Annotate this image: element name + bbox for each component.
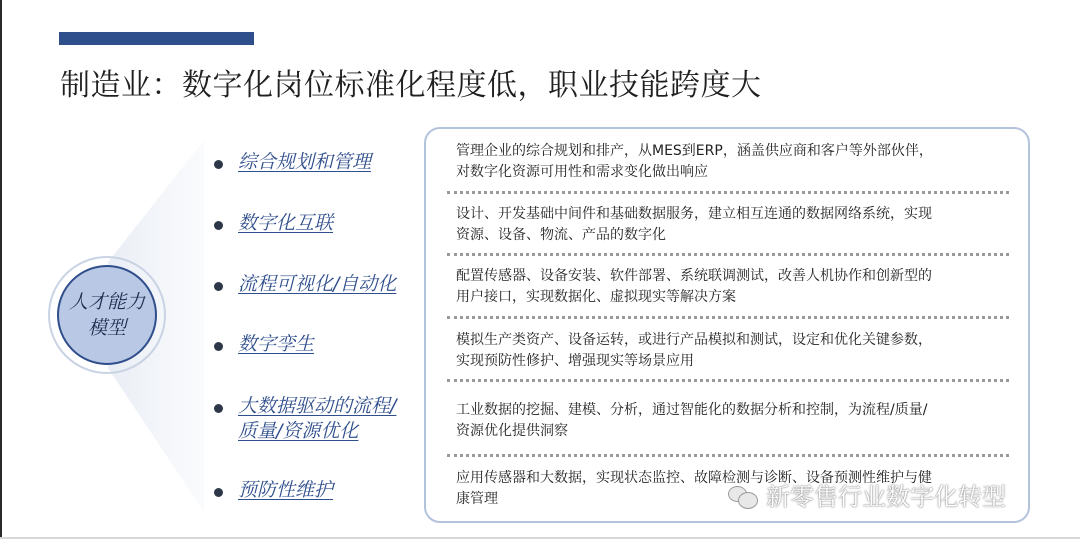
description-line: 实现预防性修护、增强现实等场景应用 [456, 353, 694, 369]
slide-title: 制造业：数字化岗位标准化程度低，职业技能跨度大 [60, 68, 762, 103]
description-line: 用户接口，实现数据化、虚拟现实等解决方案 [456, 289, 736, 305]
dotted-separator [447, 454, 1009, 457]
bullet-dot [214, 404, 223, 413]
description-line: 设计、开发基础中间件和基础数据服务，建立相互连通的数据网络系统，实现 [456, 206, 932, 222]
circle-text-line1: 人才能力 [68, 291, 145, 313]
category-item [214, 332, 314, 357]
description-line: 对数字化资源可用性和需求变化做出响应 [456, 164, 708, 180]
category-label: 数字孪生 [238, 333, 315, 355]
category-item [214, 478, 333, 503]
bullet-dot [214, 488, 223, 497]
description-panel [424, 127, 1030, 523]
category-item [214, 272, 396, 297]
category-item [214, 150, 371, 175]
circle-text-line2: 模型 [87, 317, 126, 339]
bullet-dot [214, 342, 223, 351]
dotted-separator [447, 316, 1009, 319]
bullet-dot [214, 282, 223, 291]
bullet-dot [214, 160, 223, 169]
description-line: 工业数据的挖掘、建模、分析，通过智能化的数据分析和控制，为流程/质量/ [456, 402, 928, 418]
category-label-line2: 质量/资源优化 [238, 420, 359, 442]
description-item [456, 266, 1016, 308]
watermark [728, 477, 1006, 512]
wechat-icon [728, 482, 758, 508]
category-label-line1: 大数据驱动的流程/ [238, 395, 397, 417]
description-line: 模拟生产类资产、设备运转，或进行产品模拟和测试，设定和优化关键参数， [456, 332, 932, 348]
description-item [456, 204, 1016, 246]
connector-fan [0, 0, 430, 539]
bullet-dot [214, 221, 223, 230]
dotted-separator [447, 379, 1009, 382]
description-line: 管理企业的综合规划和排产，从MES到ERP，涵盖供应商和客户等外部伙伴， [456, 143, 933, 159]
description-line: 康管理 [456, 491, 498, 507]
description-item [456, 400, 1016, 442]
watermark-text: 新零售行业数字化转型 [766, 483, 1006, 511]
description-line: 配置传感器、设备安装、软件部署、系统联调测试，改善人机协作和创新型的 [456, 268, 932, 284]
description-item [456, 141, 1016, 183]
category-label: 数字化互联 [238, 212, 334, 234]
category-item [214, 211, 333, 236]
description-line: 应用传感器和大数据，实现状态监控、故障检测与诊断、设备预测性维护与健 [456, 470, 932, 486]
description-item [456, 330, 1016, 372]
talent-model-circle [57, 265, 157, 365]
dotted-separator [447, 253, 1009, 256]
category-label: 流程可视化/自动化 [238, 273, 397, 295]
dotted-separator [447, 191, 1009, 194]
description-line: 资源、设备、物流、产品的数字化 [456, 227, 666, 243]
category-item [214, 394, 396, 444]
category-label: 综合规划和管理 [238, 151, 372, 173]
description-line: 资源优化提供洞察 [456, 423, 568, 439]
category-label: 预防性维护 [238, 479, 334, 501]
